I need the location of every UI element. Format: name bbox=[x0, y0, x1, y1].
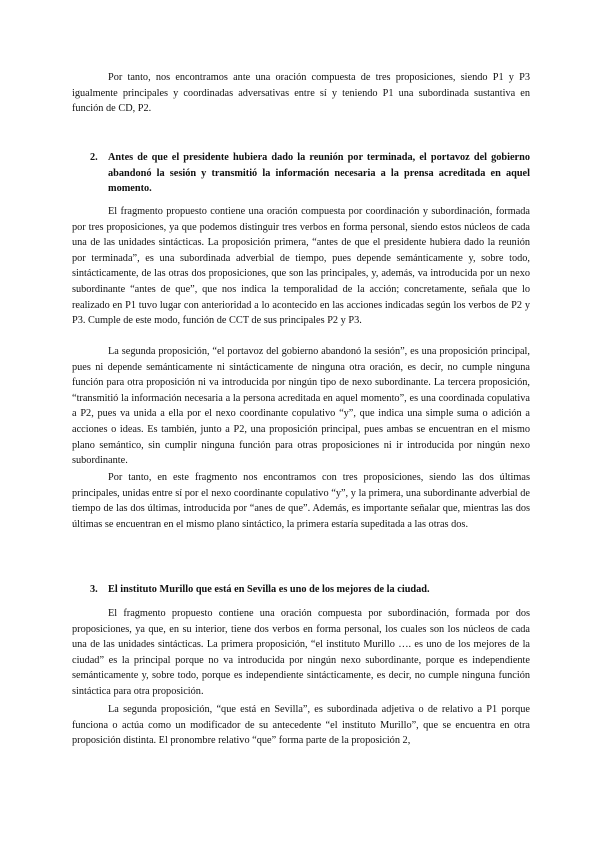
section-2-heading bbox=[90, 150, 530, 197]
section-3-number: 3. bbox=[90, 584, 98, 595]
paragraph-section-3-analysis-1: El fragmento propuesto contiene una oración compuesta por subordinación, formada por dos proposiciones, ya que, en su interior, tiene dos verbos en forma personal, los cuales son los núcleos de cada una de las unidades sintácticas. La primera proposición, “el instituto Murillo …. es uno de los mejores de la ciudad” es la principal porque no va introducida por ningún nexo subordinante, porque es independiente semánticamente y, sobre todo, porque es independiente sintácticamente, es decir, no cumple ninguna función sintáctica para otra proposición. bbox=[72, 608, 530, 697]
paragraph-section-3-analysis-2: La segunda proposición, “que está en Sevilla”, es subordinada adjetiva o de relativo a P1 porque funciona o actúa como un modificador de su antecedente “el instituto Murillo”, que se encuentra en otra proposición distinta. El pronombre relativo “que” forma parte de la proposición 2, bbox=[72, 704, 530, 747]
paragraph-section-2-analysis-1: El fragmento propuesto contiene una oración compuesta por coordinación y subordinación, formada por tres proposiciones, ya que podemos distinguir tres verbos en forma personal, siendo estos núcleos de cada una de las unidades sintácticas. La proposición primera, “antes de que el presidente hubiera dado la reunión por terminada”, es una subordinada adverbial de tiempo, pues depende semánticamente y, sobre todo, sintácticamente, de las otras dos proposiciones, que son las principales, y, además, va introducida por un nexo subordinante “antes de que”, que nos indica la temporalidad de la acción; concretamente, señala que lo realizado en P1 tuvo lugar con anterioridad a lo acontecido en las acciones indicadas según los verbos de P2 y P3. Cumple de este modo, función de CCT de sus principales P2 y P3. bbox=[72, 206, 530, 327]
paragraph-section-2-analysis-2: La segunda proposición, “el portavoz del gobierno abandonó la sesión”, es una proposición principal, pues ni depende semánticamente ni sintácticamente de ninguna otra oración, es decir, no cumple ninguna función para otra proposición ni va introducida por ningún tipo de nexo subordinante. La tercera proposición, “transmitió la información necesaria a la persona acreditada en aquel momento”, es una coordinada copulativa a P2, pues va unida a ella por el nexo coordinante copulativo “y”, que indica una simple suma o adición a acciones o ideas. Es también, junto a P2, una proposición principal, pues ambas se encuentran en el mismo plano semántico, sin cumplir ninguna función para otras proposiciones ni ir introducida por ningún nexo subordinante. bbox=[72, 346, 530, 467]
section-3-heading bbox=[90, 582, 530, 598]
section-3-title: El instituto Murillo que está en Sevilla es uno de los mejores de la ciudad. bbox=[108, 584, 430, 595]
paragraph-conclusion-1: Por tanto, nos encontramos ante una oración compuesta de tres proposiciones, siendo P1 y P3 igualmente principales y coordinadas adversativas entre sí y teniendo P1 una subordinada sustantiva en función de CD, P2. bbox=[72, 72, 530, 115]
paragraph-section-2-conclusion: Por tanto, en este fragmento nos encontramos con tres proposiciones, siendo las dos últimas principales, unidas entre sí por el nexo coordinante copulativo “y”, y la primera, una subordinante adverbial de tiempo de las dos últimas, introducida por “anes de que”. Además, es importante señalar que, mientras las dos últimas se encuentran en el mismo plano sintáctico, la primera estaría supeditada a las otras dos. bbox=[72, 472, 530, 530]
section-2-number: 2. bbox=[90, 152, 98, 163]
section-2-title: Antes de que el presidente hubiera dado la reunión por terminada, el portavoz del gobierno abandonó la sesión y transmitió la información necesaria a la prensa acreditada en aquel momento. bbox=[108, 152, 530, 195]
